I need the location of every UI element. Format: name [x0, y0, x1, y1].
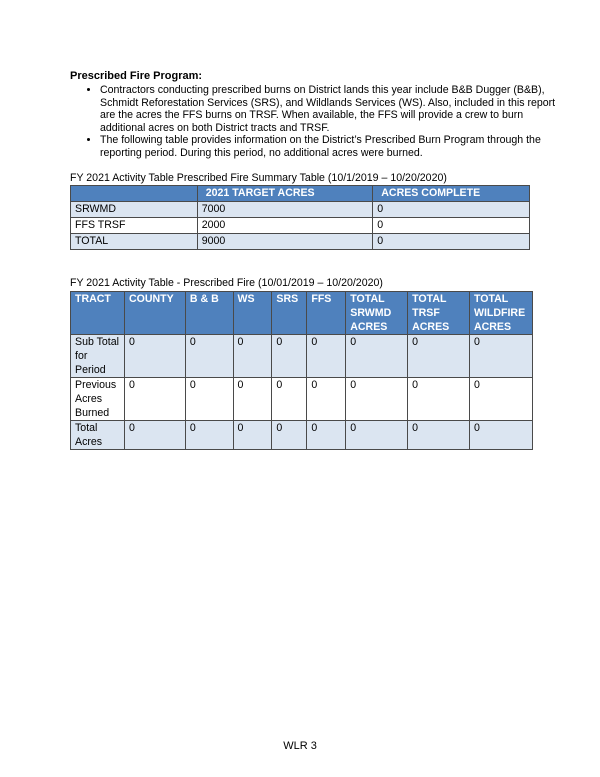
table-cell: 9000: [197, 234, 373, 250]
table-row: [71, 421, 533, 450]
activity-table-caption: FY 2021 Activity Table - Prescribed Fire (10/01/2019 – 10/20/2020): [70, 277, 383, 289]
table-cell: 0: [185, 421, 233, 450]
table-cell: 0: [408, 335, 470, 378]
table-cell: 0: [185, 335, 233, 378]
table-cell: Total Acres: [71, 421, 125, 450]
table-row: [71, 378, 533, 421]
table-cell: 0: [408, 378, 470, 421]
table-cell: 0: [233, 421, 272, 450]
table-cell: 0: [469, 421, 532, 450]
table-cell: 0: [124, 421, 185, 450]
bullet-item: • Contractors conducting prescribed burns on District lands this year include B&B Dugger (B&B), Schmidt Reforestation Services (SRS), and Wildlands Services (WS). Also, included in this report are the acres the FFS burns on TRSF. When available, the FFS will provide a crew to burn additional acres on both District tracts and TRSF.: [100, 84, 560, 134]
table-cell: 0: [307, 378, 346, 421]
table-cell: 0: [272, 378, 307, 421]
table-cell: 0: [272, 421, 307, 450]
table-cell: 0: [346, 335, 408, 378]
table-cell: 0: [185, 378, 233, 421]
column-header: COUNTY: [124, 292, 185, 335]
column-header: 2021 TARGET ACRES: [197, 186, 373, 202]
column-header: ACRES COMPLETE: [373, 186, 530, 202]
table-header-row: [71, 292, 533, 335]
table-row: [71, 202, 530, 218]
table-cell: 0: [373, 202, 530, 218]
column-header: FFS: [307, 292, 346, 335]
column-header: WS: [233, 292, 272, 335]
column-header: [71, 186, 198, 202]
section-heading: Prescribed Fire Program:: [70, 70, 203, 82]
table-cell: 0: [373, 218, 530, 234]
column-header: TOTAL WILDFIRE ACRES: [469, 292, 532, 335]
table-cell: 0: [124, 335, 185, 378]
summary-table: [70, 185, 530, 250]
column-header: TRACT: [71, 292, 125, 335]
table-cell: 0: [469, 335, 532, 378]
column-header: SRS: [272, 292, 307, 335]
table-cell: 0: [124, 378, 185, 421]
table-row: [71, 218, 530, 234]
table-cell: 0: [469, 378, 532, 421]
table-cell: 2000: [197, 218, 373, 234]
column-header: TOTAL TRSF ACRES: [408, 292, 470, 335]
table-cell: 0: [373, 234, 530, 250]
table-cell: 0: [408, 421, 470, 450]
table-cell: Sub Total for Period: [71, 335, 125, 378]
column-header: B & B: [185, 292, 233, 335]
table-cell: 0: [346, 421, 408, 450]
activity-table: [70, 291, 533, 450]
table-cell: 7000: [197, 202, 373, 218]
table-cell: 0: [233, 335, 272, 378]
table-cell: Previous Acres Burned: [71, 378, 125, 421]
summary-table-caption: FY 2021 Activity Table Prescribed Fire Summary Table (10/1/2019 – 10/20/2020): [70, 172, 447, 184]
table-cell: 0: [272, 335, 307, 378]
table-cell: FFS TRSF: [71, 218, 198, 234]
bullet-item: • The following table provides information on the District’s Prescribed Burn Program through the reporting period. During this period, no additional acres were burned.: [100, 134, 560, 159]
table-header-row: [71, 186, 530, 202]
table-cell: 0: [307, 421, 346, 450]
table-cell: 0: [233, 378, 272, 421]
column-header: TOTAL SRWMD ACRES: [346, 292, 408, 335]
table-cell: SRWMD: [71, 202, 198, 218]
table-cell: 0: [346, 378, 408, 421]
table-cell: 0: [307, 335, 346, 378]
bullet-list: [70, 84, 560, 160]
table-cell: TOTAL: [71, 234, 198, 250]
table-row: [71, 335, 533, 378]
page-number: WLR 3: [283, 740, 317, 752]
table-row: [71, 234, 530, 250]
